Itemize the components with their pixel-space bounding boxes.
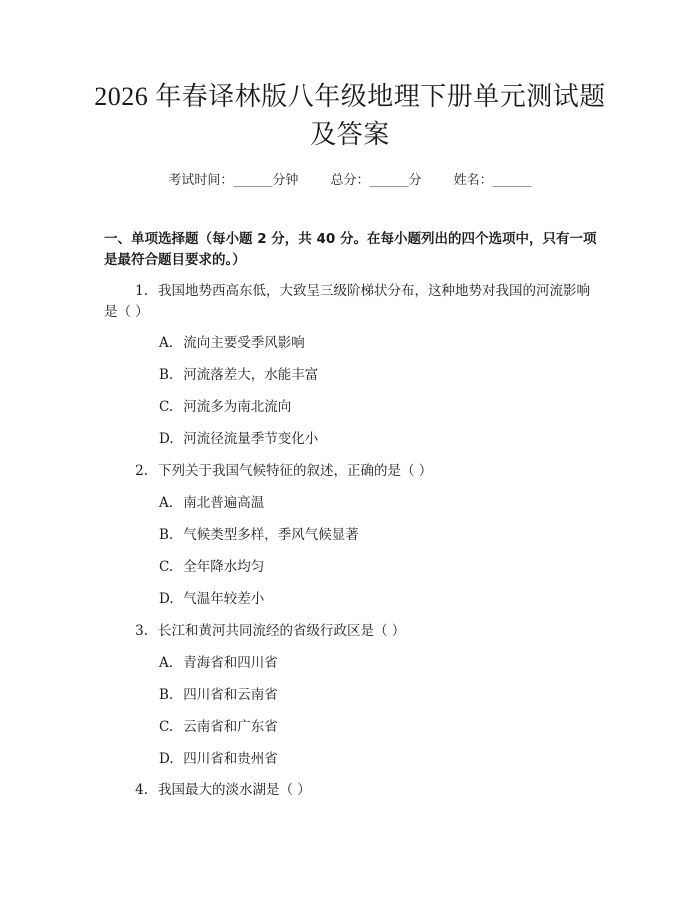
question-2-option-a: [159, 493, 599, 513]
option-text: 气温年较差小: [183, 591, 265, 607]
question-stem: 我国地势西高东低，大致呈三级阶梯状分布，这种地势对我国的河流影响: [158, 283, 590, 299]
exam-score: [330, 173, 421, 188]
question-3-option-b: [159, 685, 599, 705]
option-letter: D.: [159, 431, 174, 447]
option-letter: B.: [159, 367, 174, 383]
question-1-option-d: [159, 429, 599, 449]
option-text: 云南省和广东省: [183, 719, 278, 735]
option-text: 四川省和云南省: [183, 687, 278, 703]
option-text: 流向主要受季风影响: [183, 335, 305, 351]
option-text: 气候类型多样，季风气候显著: [183, 527, 359, 543]
option-letter: A.: [159, 335, 174, 351]
option-text: 河流多为南北流向: [183, 399, 292, 415]
exam-time-blank: ______: [233, 173, 273, 188]
question-3-option-d: [159, 749, 599, 769]
option-text: 河流径流量季节变化小: [183, 431, 319, 447]
title-line-2: 及答案: [310, 120, 390, 149]
exam-time-label: 考试时间：: [168, 173, 234, 188]
section-heading-line-2: 是最符合题目要求的。）: [104, 252, 246, 268]
document-title: [60, 78, 640, 154]
section-heading: [104, 229, 604, 271]
option-letter: C.: [159, 719, 174, 735]
question-4: [104, 780, 604, 801]
question-2-option-b: [159, 525, 599, 545]
question-3: [104, 621, 604, 642]
question-stem: 下列关于我国气候特征的叙述，正确的是（ ）: [158, 463, 433, 479]
question-stem: 我国最大的淡水湖是（ ）: [158, 782, 311, 798]
exam-name: [454, 173, 532, 188]
question-2-option-c: [159, 557, 599, 577]
question-1-option-b: [159, 365, 599, 385]
option-text: 河流落差大，水能丰富: [183, 367, 319, 383]
question-number: 3.: [135, 623, 148, 639]
exam-score-unit: 分: [408, 173, 422, 188]
option-letter: C.: [159, 559, 174, 575]
question-1-option-c: [159, 397, 599, 417]
option-letter: A.: [159, 495, 174, 511]
question-stem-continued: 是（ ）: [104, 304, 149, 320]
question-3-option-a: [159, 653, 599, 673]
exam-time: [168, 173, 298, 188]
option-letter: B.: [159, 687, 174, 703]
question-number: 4.: [135, 782, 148, 798]
section-heading-line-1: 一、单项选择题（每小题 2 分，共 40 分。在每小题列出的四个选项中，只有一项: [104, 231, 597, 247]
option-letter: D.: [159, 591, 174, 607]
exam-time-unit: 分钟: [272, 173, 299, 188]
question-1-option-a: [159, 333, 599, 353]
question-3-option-c: [159, 717, 599, 737]
option-text: 四川省和贵州省: [183, 751, 278, 767]
question-2: [104, 461, 604, 482]
question-number: 1.: [135, 283, 148, 299]
exam-name-blank: ______: [492, 173, 532, 188]
option-letter: A.: [159, 655, 174, 671]
exam-score-blank: ______: [369, 173, 409, 188]
question-2-option-d: [159, 589, 599, 609]
exam-score-label: 总分：: [330, 173, 370, 188]
option-text: 南北普遍高温: [183, 495, 265, 511]
question-number: 2.: [135, 463, 148, 479]
option-text: 全年降水均匀: [183, 559, 265, 575]
exam-info-row: [0, 169, 700, 188]
title-line-1: 2026 年春译林版八年级地理下册单元测试题: [94, 82, 606, 111]
option-letter: C.: [159, 399, 174, 415]
question-stem: 长江和黄河共同流经的省级行政区是（ ）: [158, 623, 406, 639]
question-1: [104, 281, 604, 323]
option-letter: D.: [159, 751, 174, 767]
option-text: 青海省和四川省: [183, 655, 278, 671]
option-letter: B.: [159, 527, 174, 543]
exam-name-label: 姓名：: [453, 173, 493, 188]
